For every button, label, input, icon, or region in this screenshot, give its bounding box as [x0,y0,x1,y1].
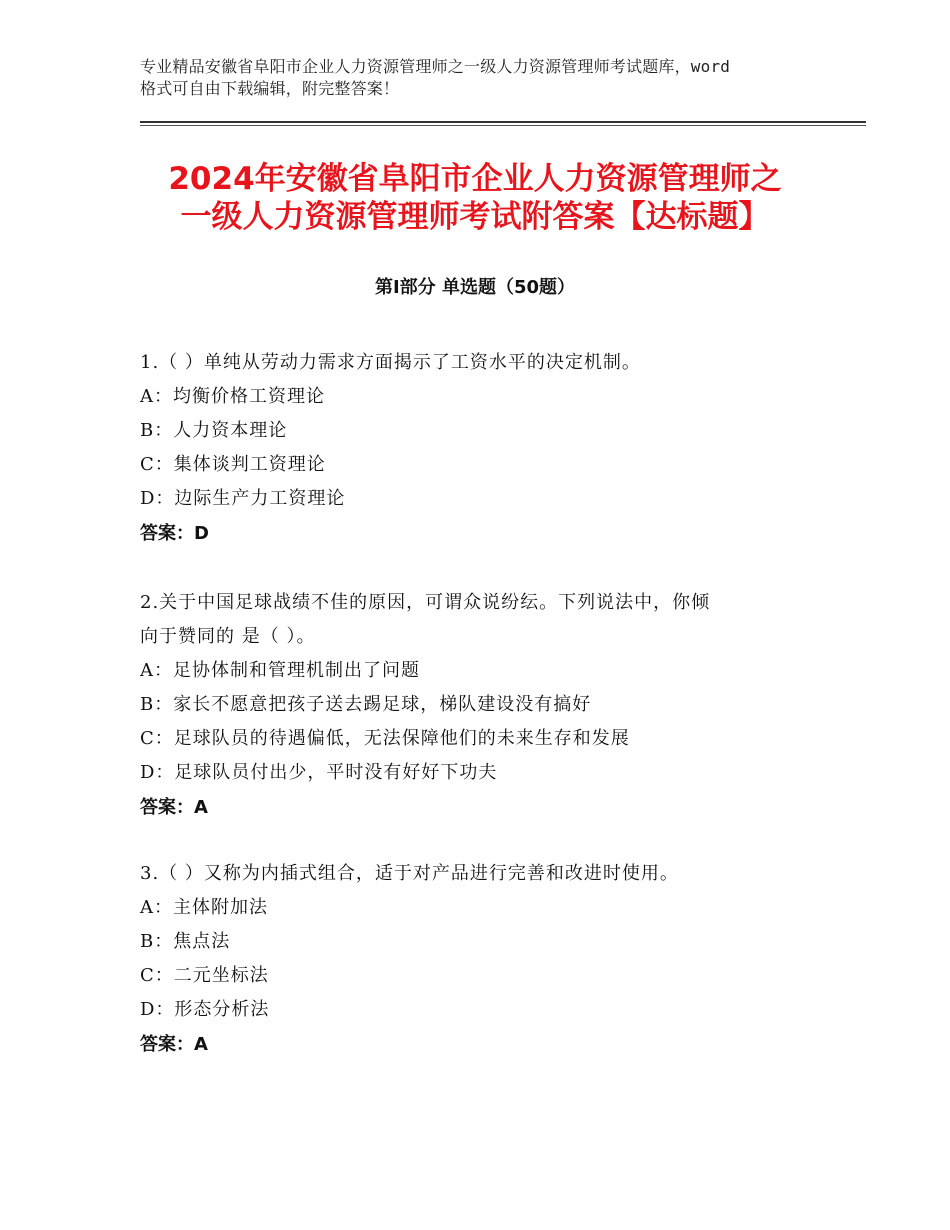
header-line-2: 格式可自由下载编辑，附完整答案！ [140,79,400,98]
document-title [120,160,830,236]
option-d: D：足球队员付出少，平时没有好好下功夫 [140,762,498,783]
header-divider-thin [140,125,866,126]
page-header [140,56,830,100]
question-3 [140,857,810,1063]
answer: 答案：A [140,1034,208,1055]
option-b: B：焦点法 [140,931,231,952]
header-divider-thick [140,121,866,123]
title-line-1: 2024年安徽省阜阳市企业人力资源管理师之 [168,161,782,197]
section-heading: 第Ⅰ部分 单选题（50题） [374,277,575,298]
answer: 答案：A [140,797,208,818]
option-a: A：主体附加法 [140,897,268,918]
title-line-2: 一级人力资源管理师考试附答案【达标题】 [180,199,770,235]
option-a: A：足协体制和管理机制出了问题 [140,660,420,681]
option-c: C：二元坐标法 [140,965,269,986]
question-2 [140,586,810,826]
question-1 [140,346,810,552]
question-stem-line-2: 向于赞同的 是（ ）。 [140,626,316,647]
answer: 答案：D [140,523,209,544]
option-b: B：人力资本理论 [140,420,288,441]
header-line-1: 专业精品安徽省阜阳市企业人力资源管理师之一级人力资源管理师考试题库，word [140,57,731,76]
option-c: C：集体谈判工资理论 [140,454,326,475]
option-a: A：均衡价格工资理论 [140,386,325,407]
option-b: B：家长不愿意把孩子送去踢足球，梯队建设没有搞好 [140,694,592,715]
option-d: D：边际生产力工资理论 [140,488,346,509]
question-stem: 3.（ ）又称为内插式组合，适于对产品进行完善和改进时使用。 [140,863,679,884]
option-d: D：形态分析法 [140,999,270,1020]
option-c: C：足球队员的待遇偏低，无法保障他们的未来生存和发展 [140,728,630,749]
question-stem-line-1: 2.关于中国足球战绩不佳的原因，可谓众说纷纭。下列说法中，你倾 [140,592,711,613]
question-stem: 1.（ ）单纯从劳动力需求方面揭示了工资水平的决定机制。 [140,352,641,373]
